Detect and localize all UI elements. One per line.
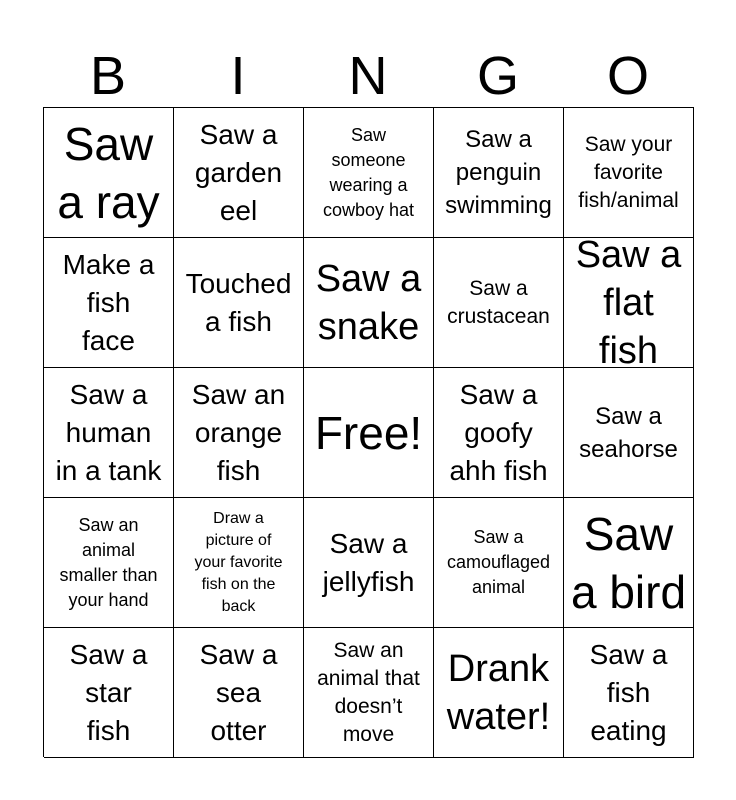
bingo-cell[interactable]: Saw a garden eel [174,108,304,238]
bingo-cell[interactable]: Make a fish face [44,238,174,368]
bingo-cell[interactable]: Saw an animal that doesn’t move [304,628,434,758]
bingo-cell[interactable]: Saw an animal smaller than your hand [44,498,174,628]
header-letter-b: B [89,46,127,106]
header-letter-g: G [476,46,519,106]
bingo-header [43,46,693,106]
bingo-cell[interactable]: Saw a flat fish [564,238,694,368]
bingo-cell[interactable]: Saw a fish eating [564,628,694,758]
bingo-cell[interactable]: Saw a star fish [44,628,174,758]
bingo-cell[interactable]: Drank water! [434,628,564,758]
bingo-cell[interactable]: Saw a snake [304,238,434,368]
bingo-cell[interactable]: Saw a crustacean [434,238,564,368]
bingo-cell[interactable]: Saw a camouflaged animal [434,498,564,628]
bingo-cell[interactable]: Saw a seahorse [564,368,694,498]
bingo-cell[interactable]: Saw your favorite fish/animal [564,108,694,238]
header-letter-n: N [348,46,388,106]
header-letter-i: I [230,46,246,106]
bingo-cell[interactable]: Saw an orange fish [174,368,304,498]
bingo-cell[interactable]: Touched a fish [174,238,304,368]
bingo-cell[interactable]: Saw a penguin swimming [434,108,564,238]
bingo-board [43,107,694,757]
free-space-cell[interactable]: Free! [304,368,434,498]
bingo-cell[interactable]: Saw someone wearing a cowboy hat [304,108,434,238]
bingo-cell[interactable]: Saw a jellyfish [304,498,434,628]
bingo-cell[interactable]: Saw a sea otter [174,628,304,758]
bingo-cell[interactable]: Saw a bird [564,498,694,628]
header-letter-o: O [606,46,649,106]
bingo-cell[interactable]: Saw a ray [44,108,174,238]
bingo-cell[interactable]: Saw a goofy ahh fish [434,368,564,498]
bingo-cell[interactable]: Draw a picture of your favorite fish on the back [174,498,304,628]
bingo-cell[interactable]: Saw a human in a tank [44,368,174,498]
